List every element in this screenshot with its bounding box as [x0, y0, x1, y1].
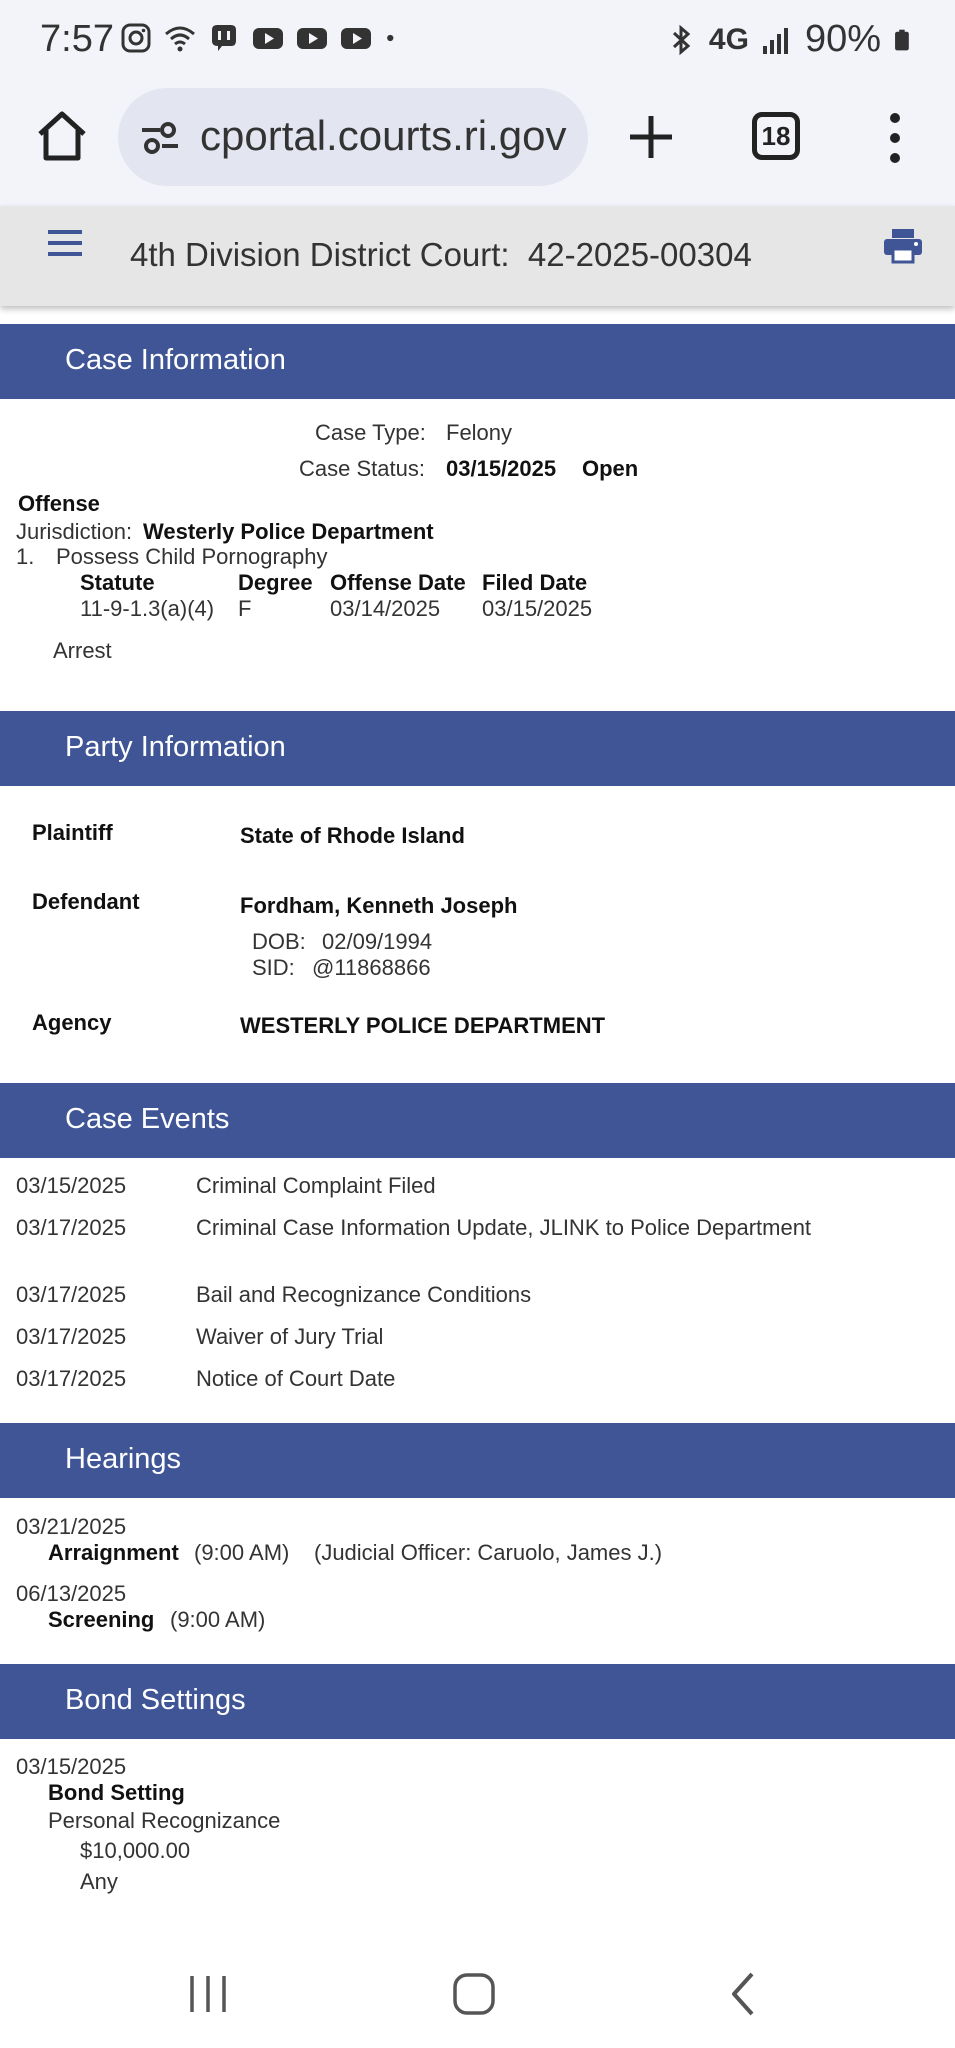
system-nav-bar	[0, 1950, 955, 2048]
more-notifications-dot-icon	[384, 22, 404, 54]
event-date: 03/17/2025	[16, 1282, 127, 1307]
youtube-icon	[252, 22, 284, 54]
print-icon[interactable]	[883, 228, 923, 264]
event-date: 03/17/2025	[16, 1215, 127, 1240]
offense-heading: Offense	[18, 491, 100, 516]
new-tab-icon[interactable]	[626, 112, 676, 162]
home-nav-icon[interactable]	[452, 1972, 496, 2016]
court-header	[0, 206, 955, 306]
network-type: 4G	[708, 22, 749, 56]
section-title: Case Events	[65, 1103, 230, 1135]
address-bar[interactable]	[118, 88, 588, 186]
column-header-offense-date: Offense Date	[330, 570, 466, 595]
bond-type: Personal Recognizance	[48, 1808, 281, 1833]
overflow-menu-icon[interactable]	[880, 108, 910, 168]
sid-value: @11868866	[312, 955, 431, 980]
bond-amount: $10,000.00	[80, 1838, 191, 1863]
battery-percent: 90%	[804, 18, 881, 60]
event-description: Criminal Complaint Filed	[196, 1173, 436, 1198]
jurisdiction-label: Jurisdiction:	[16, 519, 133, 544]
notification-icons	[120, 22, 404, 54]
event-description: Bail and Recognizance Conditions	[196, 1282, 532, 1307]
case-status-value: Open	[582, 456, 639, 481]
site-settings-icon[interactable]	[138, 116, 182, 160]
event-date: 03/15/2025	[16, 1173, 127, 1198]
party-information-header	[0, 711, 955, 786]
system-status	[665, 18, 915, 61]
status-bar	[0, 0, 955, 82]
agency-name: WESTERLY POLICE DEPARTMENT	[240, 1013, 606, 1038]
hearing-type: Screening	[48, 1607, 155, 1632]
hearing-date: 03/21/2025	[16, 1514, 127, 1539]
bond-settings-header	[0, 1664, 955, 1739]
event-description: Criminal Case Information Update, JLINK to Police Department	[196, 1215, 812, 1240]
column-header-filed-date: Filed Date	[482, 570, 588, 595]
tab-switcher-button[interactable]: 18	[752, 112, 800, 160]
section-title: Hearings	[65, 1443, 182, 1475]
home-icon[interactable]	[32, 106, 92, 166]
instagram-icon	[120, 22, 152, 54]
event-description: Waiver of Jury Trial	[196, 1324, 384, 1349]
column-header-statute: Statute	[80, 570, 155, 595]
back-icon[interactable]	[724, 1970, 764, 2018]
hearing-officer: (Judicial Officer: Caruolo, James J.)	[314, 1540, 663, 1565]
status-time: 7:57	[40, 18, 114, 60]
sid-label: SID:	[252, 955, 295, 980]
hearing-type: Arraignment	[48, 1540, 179, 1565]
hearing-time: (9:00 AM)	[170, 1607, 266, 1632]
case-events-header	[0, 1083, 955, 1158]
case-type-label: Case Type:	[315, 420, 426, 445]
degree-value: F	[238, 596, 252, 621]
bond-date: 03/15/2025	[16, 1754, 127, 1779]
bond-surety: Any	[80, 1869, 118, 1894]
bond-setting-label: Bond Setting	[48, 1780, 185, 1805]
column-header-degree: Degree	[238, 570, 313, 595]
youtube-icon	[340, 22, 372, 54]
dob-value: 02/09/1994	[322, 929, 433, 954]
offense-name: Possess Child Pornography	[56, 544, 328, 569]
defendant-name: Fordham, Kenneth Joseph	[240, 893, 518, 918]
hearings-header	[0, 1423, 955, 1498]
agency-label: Agency	[32, 1010, 112, 1035]
hearing-date: 06/13/2025	[16, 1581, 127, 1606]
hearing-time: (9:00 AM)	[194, 1540, 290, 1565]
arrest-label: Arrest	[53, 638, 112, 663]
event-date: 03/17/2025	[16, 1324, 127, 1349]
signal-icon	[761, 24, 793, 56]
case-status-date: 03/15/2025	[446, 456, 557, 481]
offense-date-value: 03/14/2025	[330, 596, 441, 621]
case-status-label: Case Status:	[299, 456, 425, 481]
youtube-icon	[296, 22, 328, 54]
dob-label: DOB:	[252, 929, 306, 954]
offense-number: 1.	[16, 544, 35, 569]
event-description: Notice of Court Date	[196, 1366, 396, 1391]
page-title: 4th Division District Court: 42-2025-00304	[130, 236, 752, 273]
defendant-label: Defendant	[32, 889, 140, 914]
section-title: Bond Settings	[65, 1684, 246, 1716]
hamburger-menu-icon[interactable]	[48, 228, 82, 258]
plaintiff-name: State of Rhode Island	[240, 823, 465, 848]
filed-date-value: 03/15/2025	[482, 596, 593, 621]
case-type-value: Felony	[446, 420, 513, 445]
browser-toolbar	[0, 82, 955, 206]
recent-apps-icon[interactable]	[186, 1972, 230, 2016]
wifi-icon	[164, 22, 196, 54]
mastodon-icon	[208, 22, 240, 54]
plaintiff-label: Plaintiff	[32, 820, 113, 845]
url-text[interactable]: cportal.courts.ri.gov	[200, 112, 567, 159]
jurisdiction-value: Westerly Police Department	[143, 519, 434, 544]
battery-icon	[893, 24, 915, 56]
statute-value: 11-9-1.3(a)(4)	[80, 596, 215, 621]
event-date: 03/17/2025	[16, 1366, 127, 1391]
bluetooth-icon	[665, 24, 697, 56]
section-title: Case Information	[65, 344, 286, 376]
case-information-header	[0, 324, 955, 399]
section-title: Party Information	[65, 731, 286, 763]
